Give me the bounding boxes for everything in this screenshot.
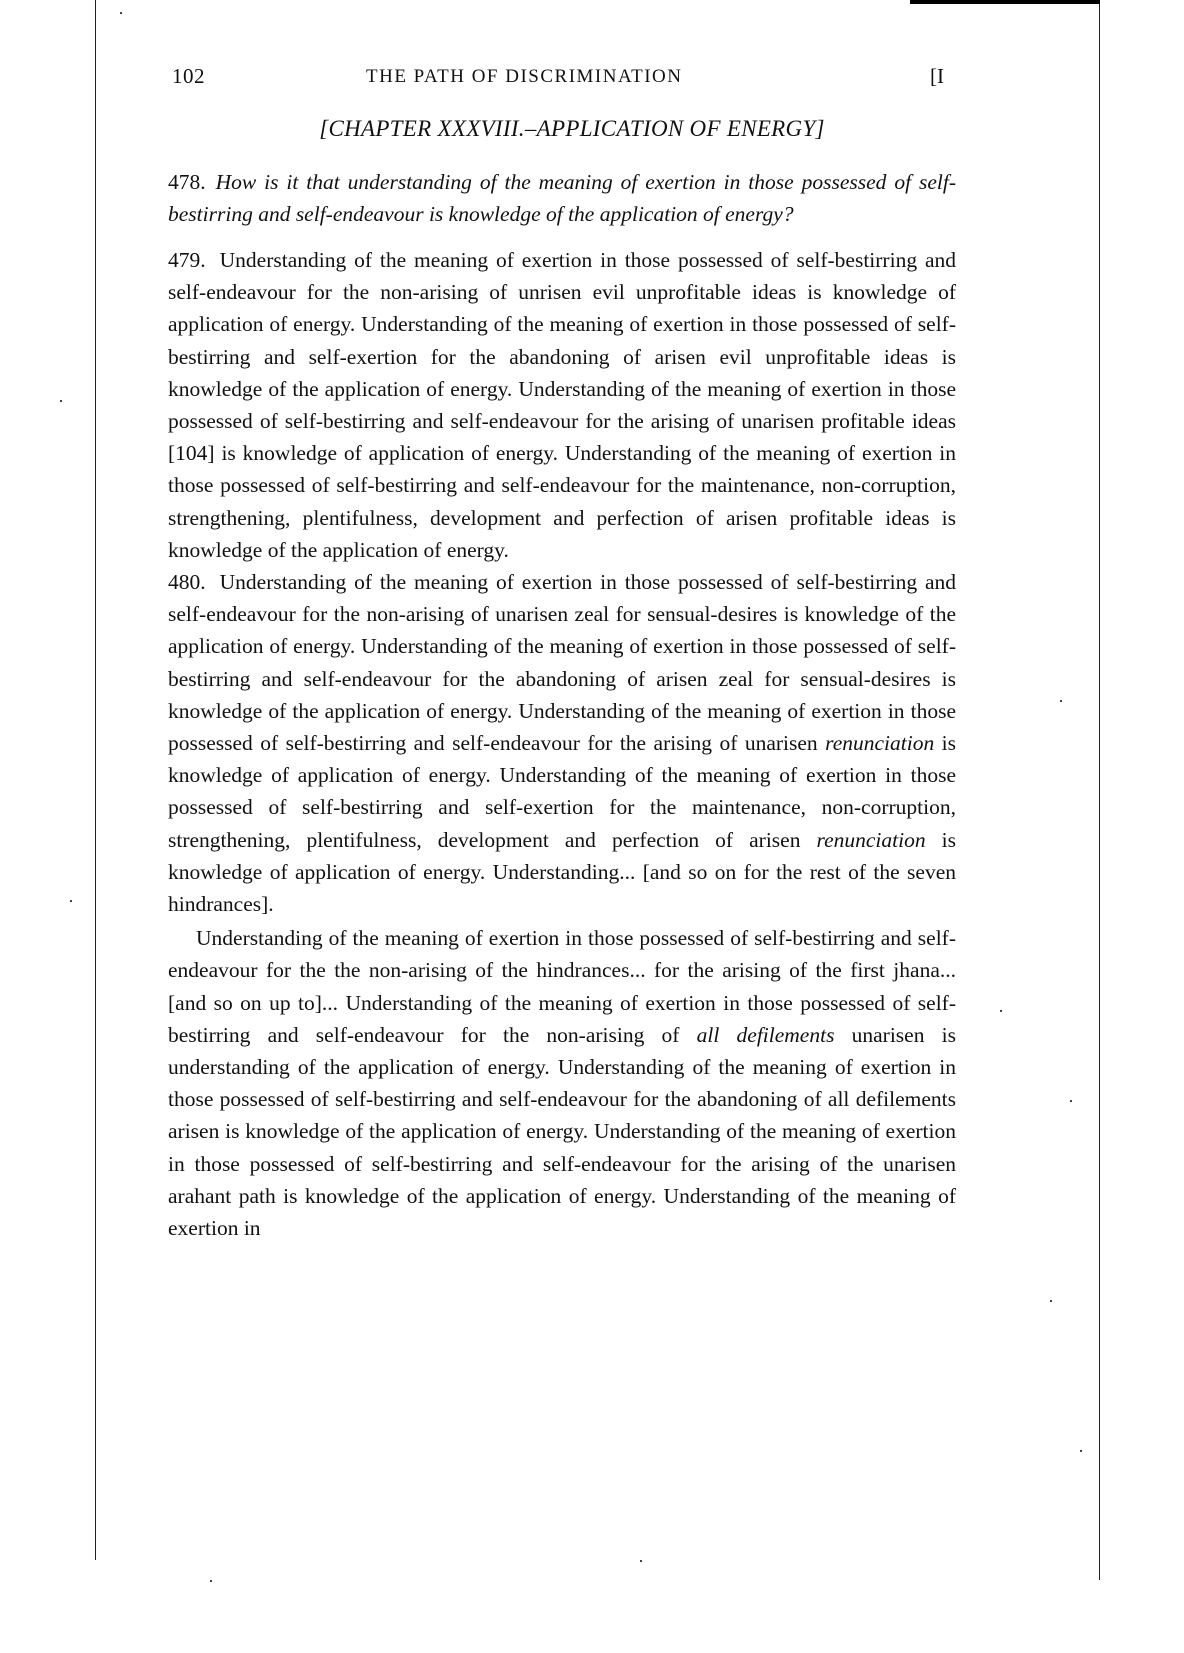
text-run: is knowledge of application of energy. Understanding of the meaning of exertion in those possessed of self-bestirring and self-exertion for the maintenance, non-corruption, strengthening, plentifulness, development and perfection of arisen — [168, 731, 957, 852]
scan-speck — [60, 400, 62, 402]
scan-speck — [70, 900, 72, 902]
scan-speck — [1060, 700, 1062, 702]
chapter-heading: [CHAPTER XXXVIII.–APPLICATION OF ENERGY] — [319, 116, 825, 141]
scan-speck — [1080, 1450, 1082, 1452]
italic-term: renunciation — [825, 731, 935, 756]
scan-speck — [1070, 1100, 1072, 1102]
page-number: 102 — [172, 64, 205, 88]
question-text: How is it that understanding of the meaning of exertion in those possessed of self-bestirring and self-endeavour is knowledge of the application of energy? — [168, 170, 956, 226]
text-run: is knowledge of application of energy. Understanding... [and so on for the rest of the seven hindrances]. — [168, 827, 957, 917]
paragraph-480 — [168, 566, 956, 920]
scan-speck — [210, 1580, 212, 1582]
scan-speck — [1000, 1010, 1002, 1012]
paragraph-number: 480. — [168, 570, 206, 595]
book-title: THE PATH OF DISCRIMINATION — [366, 66, 683, 87]
text-run: unarisen is understanding of the application of energy. Understanding of the meaning of exertion in those possessed of self-bestirring and self-endeavour for the abandoning of all defilements arisen is knowledge of the application of energy. Understanding of the meaning of exertion in those possessed of self-bestirring and self-endeavour for the arising of the unarisen arahant path is knowledge of the application of energy. Understanding of the meaning of exertion in — [168, 1022, 956, 1241]
paragraph-number: 479. — [168, 248, 206, 272]
scan-margin-rule-right — [1099, 0, 1100, 1580]
scan-speck — [1050, 1300, 1052, 1302]
scan-margin-rule-left — [95, 0, 96, 1560]
scan-edge-bar — [910, 0, 1100, 4]
paragraph-text — [168, 926, 956, 1240]
scan-speck — [640, 1560, 642, 1562]
paragraph-text — [168, 570, 956, 916]
paragraph-continuation — [168, 922, 956, 1244]
text-run: Understanding of the meaning of exertion in those possessed of self-bestirring and self-endeavour for the the non-arising of the hindrances... for the arising of the first jhana... [and so on up to]... Understanding of the meaning of exertion in those possessed of self-bestirring and self-endeavour for the non-arising of — [168, 926, 956, 1047]
book-page — [168, 58, 956, 1244]
paragraph-479 — [168, 244, 956, 566]
question-number: 478. — [168, 170, 206, 194]
scan-speck — [120, 12, 122, 14]
italic-term: all defilements — [696, 1022, 835, 1047]
section-marker: [I — [930, 64, 944, 88]
text-run: Understanding of the meaning of exertion in those possessed of self-bestirring and self-endeavour for the non-arising of unrisen evil unprofitable ideas is knowledge of application of energy. Understanding of the meaning of exertion in those possessed of self-bestirring and self-exertion for the abandoning of arisen evil unprofitable ideas is knowledge of the application of energy. Understanding of the meaning of exertion in those possessed of self-bestirring and self-endeavour for the arising of unarisen profitable ideas [104] is knowledge of application of energy. Understanding of the meaning of exertion in those possessed of self-bestirring and self-endeavour for the maintenance, non-corruption, strengthening, plentifulness, development and perfection of arisen profitable ideas is knowledge of the application of energy. — [168, 248, 956, 562]
running-head — [168, 58, 956, 98]
paragraph-text — [168, 248, 956, 562]
question-478 — [168, 166, 956, 230]
text-run: Understanding of the meaning of exertion in those possessed of self-bestirring and self-endeavour for the non-arising of unarisen zeal for sensual-desires is knowledge of the application of energy. Understanding of the meaning of exertion in those possessed of self-bestirring and self-endeavour for the abandoning of arisen zeal for sensual-desires is knowledge of the application of energy. Understanding of the meaning of exertion in those possessed of self-bestirring and self-endeavour for the arising of unarisen — [168, 570, 956, 756]
italic-term: renunciation — [816, 827, 926, 852]
